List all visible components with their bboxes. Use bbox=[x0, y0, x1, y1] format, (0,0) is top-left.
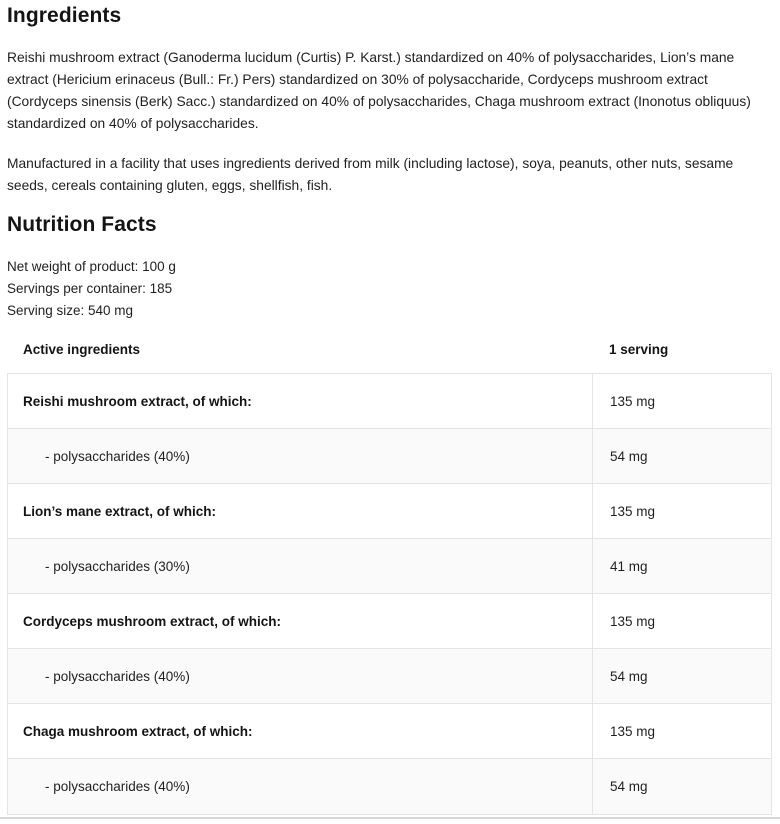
ingredient-amount: 135 mg bbox=[592, 374, 771, 428]
ingredient-amount: 54 mg bbox=[592, 759, 771, 814]
table-row bbox=[8, 704, 771, 759]
ingredient-amount: 41 mg bbox=[592, 539, 771, 593]
ingredient-subcomponent: - polysaccharides (40%) bbox=[45, 779, 190, 794]
serving-size-line: Serving size: 540 mg bbox=[7, 303, 134, 318]
table-row bbox=[8, 759, 771, 814]
ingredients-title: Ingredients bbox=[7, 4, 122, 27]
ingredient-name: Lion’s mane extract, of which: bbox=[23, 503, 217, 519]
servings-per-container-line: Servings per container: 185 bbox=[7, 281, 173, 296]
ingredients-composition-text: Reishi mushroom extract (Ganoderma lucidum (Curtis) P. Karst.) standardized on 40% of polysaccharides, Lion’s mane extract (Hericium erinaceus (Bull.: Fr.) Pers) standardized on 30% of polysaccharide, Cordyceps mushroom extract (Cordyceps sinensis (Berk) Sacc.) standardized on 40% of polysaccharides, Chaga mushroom extract (Inonotus obliquus) standardized on 40% of polysaccharides. bbox=[7, 50, 751, 131]
ingredient-name: Reishi mushroom extract, of which: bbox=[23, 393, 252, 409]
ingredient-amount: 54 mg bbox=[592, 429, 771, 483]
table-row bbox=[8, 594, 771, 649]
ingredient-name: Chaga mushroom extract, of which: bbox=[23, 723, 253, 739]
table-row bbox=[8, 539, 771, 594]
ingredient-amount: 135 mg bbox=[592, 484, 771, 538]
ingredient-amount: 135 mg bbox=[592, 704, 771, 758]
section-divider bbox=[0, 817, 780, 819]
table-row bbox=[8, 374, 771, 429]
ingredient-subcomponent: - polysaccharides (40%) bbox=[45, 448, 190, 464]
nutrition-table bbox=[7, 373, 772, 815]
net-weight-line: Net weight of product: 100 g bbox=[7, 259, 176, 274]
nutrition-table-header bbox=[7, 339, 772, 361]
nutrition-facts-title: Nutrition Facts bbox=[7, 213, 157, 236]
ingredient-name: Cordyceps mushroom extract, of which: bbox=[23, 613, 282, 629]
allergen-notice-text: Manufactured in a facility that uses ingredients derived from milk (including lactose), soya, peanuts, other nuts, sesame seeds, cereals containing gluten, eggs, shellfish, fish. bbox=[7, 156, 734, 193]
column-header-serving: 1 serving bbox=[609, 342, 669, 357]
ingredient-amount: 135 mg bbox=[592, 594, 771, 648]
ingredient-subcomponent: - polysaccharides (30%) bbox=[45, 558, 190, 574]
ingredient-subcomponent: - polysaccharides (40%) bbox=[45, 668, 190, 684]
column-header-active-ingredients: Active ingredients bbox=[23, 342, 141, 357]
ingredient-amount: 54 mg bbox=[592, 649, 771, 703]
table-row bbox=[8, 484, 771, 539]
serving-info bbox=[7, 256, 772, 322]
table-row bbox=[8, 429, 771, 484]
table-row bbox=[8, 649, 771, 704]
